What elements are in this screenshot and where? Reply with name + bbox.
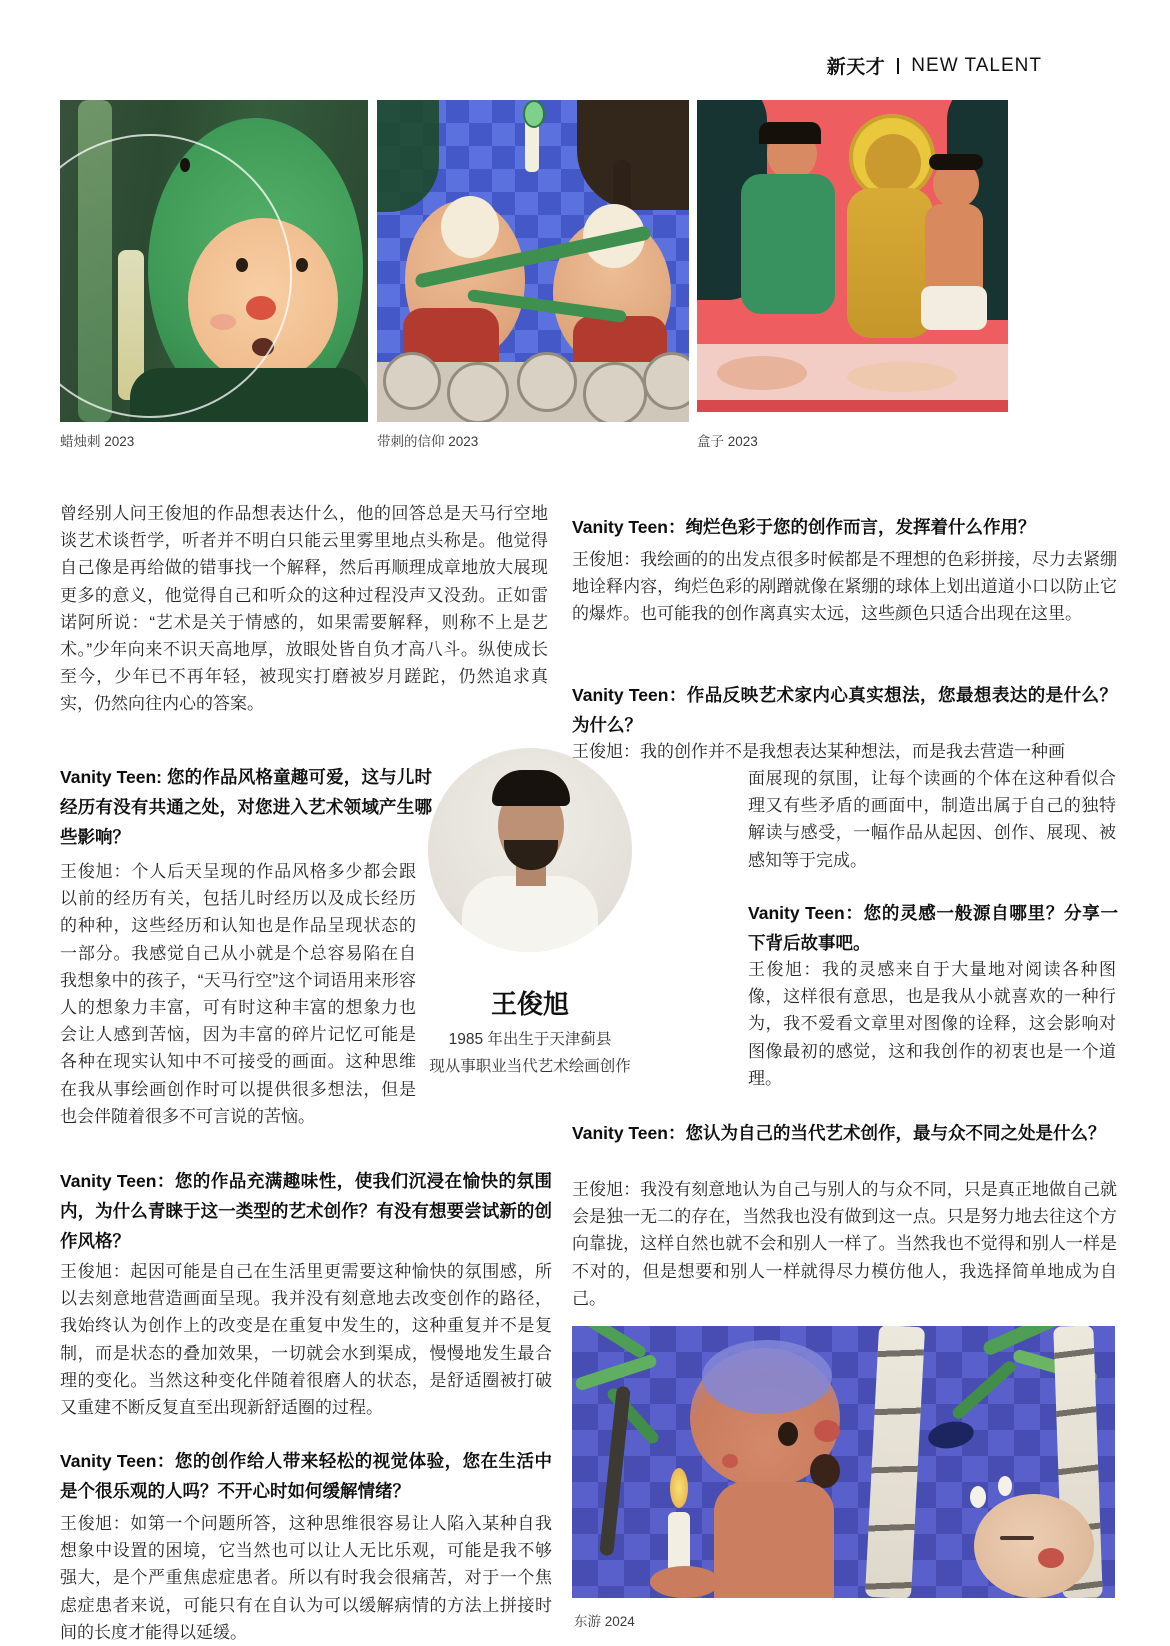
artwork1-eye-right: [296, 258, 308, 272]
artwork-journey-east: [572, 1326, 1115, 1598]
header-divider: [897, 58, 899, 74]
artwork3-lying-figure2: [847, 362, 957, 392]
artwork1-moth: [180, 158, 190, 172]
artwork2-caption: 带刺的信仰 2023: [377, 434, 479, 449]
artwork2-cloud4: [583, 362, 647, 422]
question-playfulness: Vanity Teen：您的作品充满趣味性，使我们沉浸在愉快的氛围内，为什么青睐于这一类型的艺术创作？有没有想要尝试新的创作风格？: [60, 1171, 552, 1251]
artwork4-horn1: [970, 1486, 986, 1508]
artwork4-sleeping-head: [974, 1494, 1094, 1598]
answer-playfulness: 王俊旭：起因可能是自己在生活里更需要这种愉快的氛围感，所以去刻意地营造画面呈现。我并没有刻意地去改变创作的路径，我始终认为创作上的改变是在重复中发生的，这种重复并不是复制，而是状态的叠加效果，一切就会水到渠成，慢慢地发生最合理的变化。当然这种变化伴随着很磨人的状态，是舒适圈被打破又重建不断反复直至出现新舒适圈的过程。: [60, 1262, 552, 1418]
artwork2-cloud1: [383, 352, 441, 410]
section-title-en: NEW TALENT: [911, 54, 1042, 76]
artwork2-cloud3: [517, 352, 577, 412]
portrait-beard: [504, 840, 558, 870]
portrait-hair: [492, 770, 570, 806]
artwork4-closed-eye: [1000, 1536, 1034, 1540]
artwork2-cloud2: [447, 362, 509, 422]
question-color: Vanity Teen：绚烂色彩于您的创作而言，发挥着什么作用？: [572, 517, 1036, 537]
artwork-candle-thorn: [60, 100, 368, 422]
artwork3-boy-hair: [929, 154, 983, 170]
artwork2-green-flame: [523, 100, 545, 128]
artwork4-boy-cheek: [722, 1454, 738, 1468]
answer-expression-rest: 面展现的氛围，让每个读画的个体在这种看似合理又有些矛盾的画面中，制造出属于自己的独特解读与感受，一幅作品从起因、创作、展现、被感知等于完成。: [748, 769, 1116, 870]
artwork-box: [697, 100, 1008, 412]
question-optimism: Vanity Teen：您的创作给人带来轻松的视觉体验，您在生活中是个很乐观的人吗？不开心时如何缓解情绪？: [60, 1451, 552, 1501]
artwork3-left-hair: [759, 122, 821, 144]
artist-name: 王俊旭: [490, 989, 569, 1019]
answer-color: 王俊旭：我绘画的的出发点很多时候都是不理想的色彩拼接，尽力去紧绷地诠释内容，绚烂色彩的剐蹭就像在紧绷的球体上划出道道小口以防止它的爆炸。也可能我的创作离真实太远，这些颜色只适合出现在这里。: [572, 550, 1117, 624]
artwork3-white-shorts: [921, 286, 987, 330]
artwork4-boy-mouth: [810, 1454, 840, 1488]
artist-bio-line1: 1985 年出生于天津蓟县: [448, 1031, 612, 1048]
question-uniqueness: Vanity Teen：您认为自己的当代艺术创作，最与众不同之处是什么？: [572, 1123, 1106, 1143]
answer-style: 王俊旭：个人后天呈现的作品风格多少都会跟以前的经历有关，包括儿时经历以及成长经历的种种，这些经历和认知也是作品呈现状态的一部分。我感觉自己从小就是个总容易陷在自我想象中的孩子，“天马行空”这个词语用来形容人的想象力丰富，可有时这种丰富的想象力也会让人感到苦恼，因为丰富的碎片记忆可能是各种在现实认知中不可接受的画面。这种思维在我从事绘画创作时可以提供很多想法，但是也会伴随着很多不可言说的苦恼。: [60, 862, 416, 1126]
artist-bio-line2: 现从事职业当代艺术绘画创作: [429, 1058, 631, 1075]
answer-optimism: 王俊旭：如第一个问题所答，这种思维很容易让人陷入某种自我想象中设置的困境，它当然也可以让人无比乐观，可能是我不够强大，是个严重焦虑症患者。所以有时我会很痛苦，对于一个焦虑症患者来说，可能只有在自认为可以缓解病情的方法上拼接时间的长度才能得以延缓。: [60, 1514, 552, 1642]
artwork4-sleeping-nose: [1038, 1548, 1064, 1568]
artwork4-horn2: [998, 1476, 1012, 1496]
artwork3-caption: 盒子 2023: [697, 434, 758, 449]
artwork4-boy-eye: [778, 1422, 798, 1446]
artwork4-candle-flame: [670, 1468, 688, 1508]
artwork4-hand: [650, 1566, 720, 1598]
question-inspiration: Vanity Teen：您的灵感一般源自哪里？分享一下背后故事吧。: [748, 903, 1118, 953]
artist-bio: [378, 1026, 682, 1080]
artwork4-boy-scalp: [702, 1340, 832, 1414]
answer-inspiration: 王俊旭：我的灵感来自于大量地对阅读各种图像，这样很有意思，也是我从小就喜欢的一种行为，我不爱看文章里对图像的诠释，这会影响对图像最初的感觉，这和我创作的初衷也是一个道理。: [748, 960, 1116, 1088]
section-title-cn: 新天才: [826, 57, 886, 78]
intro-paragraph: 曾经别人问王俊旭的作品想表达什么，他的回答总是天马行空地谈艺术谈哲学，听者并不明白只能云里雾里地点头称是。他觉得自己像是再给做的错事找一个解释，然后再顺理成章地放大展现更多的意义，他觉得自己和听众的这种过程没声又没劲。正如雷诺阿所说：“艺术是关于情感的，如果需要解释，则称不上是艺术。”少年向来不识天高地厚，放眼处皆自负才高八斗。纵使成长至今，少年已不再年轻，被现实打磨被岁月蹉跎，仍然追求真实，仍然向往内心的答案。: [60, 504, 548, 714]
artwork2-hood-left: [441, 196, 499, 258]
artwork3-gold-head: [865, 134, 921, 192]
artwork3-green-robe: [741, 174, 835, 314]
question-style: Vanity Teen: 您的作品风格童趣可爱，这与儿时经历有没有共通之处，对您进入艺术领域产生哪些影响？: [60, 767, 432, 847]
artwork4-boy-nose: [814, 1420, 840, 1442]
artwork-thorned-faith: [377, 100, 689, 422]
artwork3-lying-figure1: [717, 356, 807, 390]
artwork4-caption: 东游 2024: [574, 1614, 635, 1629]
section-header: [827, 52, 1042, 79]
answer-uniqueness: 王俊旭：我没有刻意地认为自己与别人的与众不同，只是真正地做自己就会是独一无二的存在，当然我也没有做到这一点。只是努力地去往这个方向靠拢，这样自然也就不会和别人一样了。当然我也不觉得和别人一样是不对的，但是想要和别人一样就得尽力模仿他人，我选择简单地成为自己。: [572, 1180, 1117, 1308]
question-expression: Vanity Teen：作品反映艺术家内心真实想法，您最想表达的是什么？为什么？: [572, 685, 1117, 735]
artwork3-bottom-strip: [697, 400, 1008, 412]
portrait-tshirt: [462, 876, 598, 952]
answer-expression-line1: 王俊旭：我的创作并不是我想表达某种想法，而是我去营造一种画: [572, 742, 1065, 761]
artwork1-caption: 蜡烛刺 2023: [60, 434, 135, 449]
artist-portrait-photo: [428, 748, 632, 952]
artwork4-boy-torso: [714, 1482, 834, 1598]
